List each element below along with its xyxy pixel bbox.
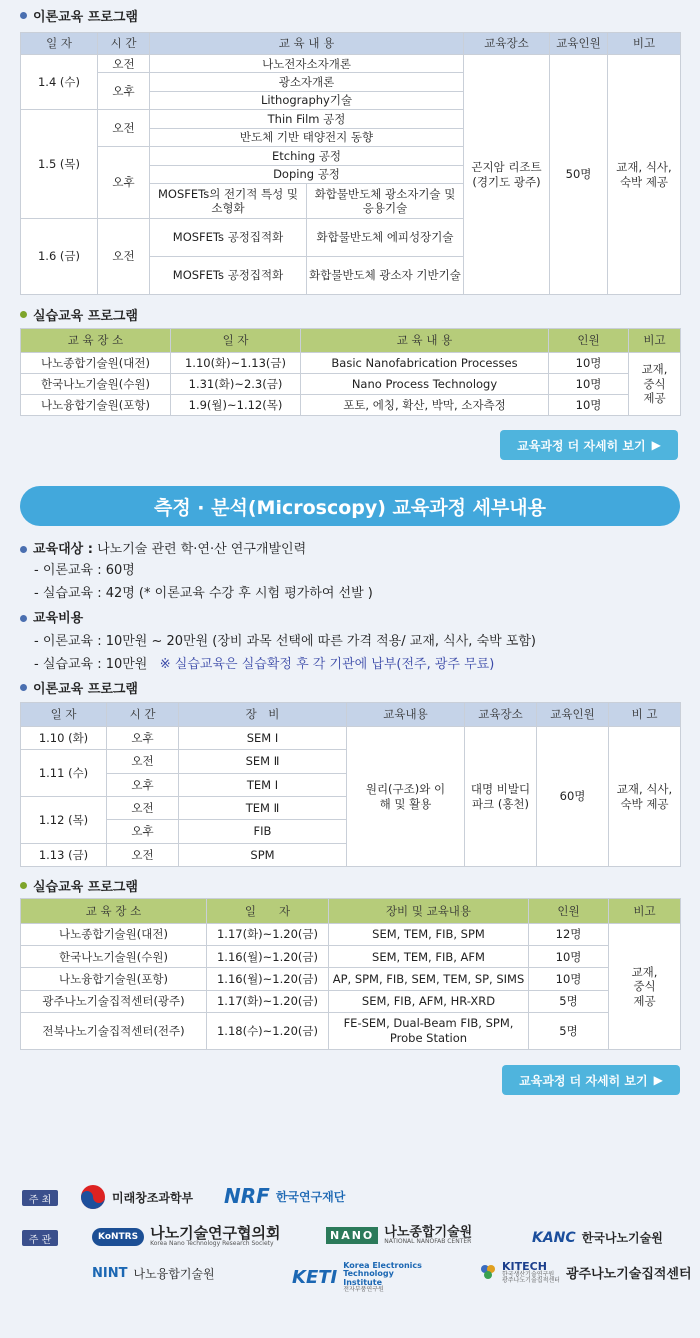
section-title-theory: 이론교육 프로그램	[20, 6, 138, 25]
header-people: 인원	[549, 329, 629, 353]
practice-place: 나노융합기술원(포항)	[21, 395, 171, 416]
practice-people: 5명	[529, 1012, 609, 1049]
bullet-icon	[20, 12, 27, 19]
keti-mark: KETI	[292, 1267, 338, 1289]
header-note: 비고	[609, 899, 681, 924]
equipment-cell: SEM Ⅱ	[179, 750, 347, 773]
cost-line: 교육비용	[20, 607, 83, 626]
keti-logo: KETI Korea Electronics Technology Institute 전자부품연구원	[292, 1261, 422, 1294]
equipment-cell: TEM Ⅱ	[179, 796, 347, 819]
nnfc-logo: NANO 나노종합기술원 NATIONAL NANOFAB CENTER	[326, 1226, 472, 1245]
taegeuk-icon	[80, 1184, 106, 1210]
place-cell: 대명 비발디파크 (홍천)	[465, 727, 537, 867]
kitech-logo: KITECH 한국생산기술연구원 광주나노기술집적센터 광주나노기술집적센터	[480, 1260, 692, 1284]
nrf-logo: NRF 한국연구재단	[224, 1184, 346, 1208]
practice-place: 나노종합기술원(대전)	[21, 924, 207, 946]
bullet-icon	[20, 882, 27, 889]
time-cell: 오전	[98, 55, 150, 73]
nnfc-mark: NANO	[326, 1227, 378, 1244]
time-cell: 오전	[98, 219, 150, 295]
play-arrow-icon: ▶	[651, 438, 661, 452]
course-cell: 화합물반도체 광소자기술 및 응용기술	[307, 184, 464, 219]
header-content: 교 육 내 용	[301, 329, 549, 353]
practice-date: 1.31(화)~2.3(금)	[171, 374, 301, 395]
bullet-icon	[20, 546, 27, 553]
bullet-icon	[20, 311, 27, 318]
time-cell: 오후	[107, 773, 179, 796]
target-theory: - 이론교육 : 60명	[34, 563, 135, 578]
theory-schedule-table	[20, 32, 681, 295]
course-cell: MOSFETs 공정집적화	[150, 256, 307, 294]
practice-people: 5명	[529, 990, 609, 1012]
play-arrow-icon: ▶	[653, 1073, 663, 1087]
course-cell: Etching 공정	[150, 147, 464, 165]
header-time: 시 간	[107, 703, 179, 727]
practice-people: 10명	[549, 395, 629, 416]
equipment-cell: FIB	[179, 820, 347, 843]
practice-content: SEM, FIB, AFM, HR-XRD	[329, 990, 529, 1012]
practice-people: 12명	[529, 924, 609, 946]
practice-note: 교재, 중식 제공	[629, 353, 681, 416]
practice-content: SEM, TEM, FIB, SPM	[329, 924, 529, 946]
date-cell: 1.4 (수)	[21, 55, 98, 110]
section-title-practice-2: 실습교육 프로그램	[20, 876, 138, 895]
target-line: 교육대상 : 나노기술 관련 학·연·산 연구개발인력	[20, 538, 306, 557]
cost-note: ※ 실습교육은 실습확정 후 각 기관에 납부(전주, 광주 무료)	[159, 657, 495, 672]
practice-people: 10명	[529, 968, 609, 990]
note-cell: 교재, 식사, 숙박 제공	[608, 55, 681, 295]
practice-date: 1.17(화)~1.20(금)	[207, 924, 329, 946]
course-cell: Doping 공정	[150, 165, 464, 183]
header-date: 일 자	[171, 329, 301, 353]
practice-people: 10명	[529, 946, 609, 968]
microscopy-theory-table	[20, 702, 681, 867]
bullet-icon	[20, 615, 27, 622]
date-cell: 1.6 (금)	[21, 219, 98, 295]
equipment-cell: SPM	[179, 843, 347, 866]
more-details-button[interactable]: 교육과정 더 자세히 보기 ▶	[500, 430, 678, 460]
time-cell: 오전	[107, 750, 179, 773]
cost-theory: - 이론교육 : 10만원 ~ 20만원 (장비 과목 선택에 따른 가격 적용/ 교재, 식사, 숙박 포함)	[34, 634, 537, 649]
course-cell: 반도체 기반 태양전지 동향	[150, 128, 464, 146]
practice-content: AP, SPM, FIB, SEM, TEM, SP, SIMS	[329, 968, 529, 990]
practice-content: 포토, 에칭, 확산, 박막, 소자측정	[301, 395, 549, 416]
time-cell: 오전	[107, 843, 179, 866]
header-note: 비고	[608, 33, 681, 55]
header-place: 교 육 장 소	[21, 899, 207, 924]
kontrs-logo: KoNTRS 나노기술연구협의회 Korea Nano Technology Research Society	[92, 1226, 281, 1247]
header-place: 교육장소	[464, 33, 550, 55]
nint-mark: NINT	[92, 1266, 128, 1281]
host-badge: 주 최	[22, 1190, 58, 1206]
equipment-cell: TEM Ⅰ	[179, 773, 347, 796]
nrf-mark: NRF	[224, 1184, 270, 1208]
bullet-icon	[20, 684, 27, 691]
practice-place: 광주나노기술집적센터(광주)	[21, 990, 207, 1012]
practice-content: Nano Process Technology	[301, 374, 549, 395]
header-place: 교 육 장 소	[21, 329, 171, 353]
practice-content: FE-SEM, Dual-Beam FIB, SPM, Probe Station	[329, 1012, 529, 1049]
course-cell: 화합물반도체 에피성장기술	[307, 219, 464, 257]
organizer-badge: 주 관	[22, 1230, 58, 1246]
practice-place: 나노융합기술원(포항)	[21, 968, 207, 990]
time-cell: 오후	[98, 147, 150, 219]
time-cell: 오전	[98, 110, 150, 147]
practice-date: 1.18(수)~1.20(금)	[207, 1012, 329, 1049]
practice-content: SEM, TEM, FIB, AFM	[329, 946, 529, 968]
date-cell: 1.10 (화)	[21, 727, 107, 750]
target-practice: - 실습교육 : 42명 (* 이론교육 수강 후 시험 평가하여 선발 )	[34, 586, 373, 601]
note-cell: 교재, 식사, 숙박 제공	[609, 727, 681, 867]
practice-date: 1.9(월)~1.12(목)	[171, 395, 301, 416]
msip-logo: 미래창조과학부	[80, 1184, 193, 1210]
date-cell: 1.11 (수)	[21, 750, 107, 797]
course-cell: Lithography기술	[150, 91, 464, 109]
kitech-mark: KITECH	[502, 1260, 547, 1273]
course-cell: 광소자개론	[150, 73, 464, 91]
kitech-icon	[480, 1264, 496, 1280]
people-cell: 60명	[537, 727, 609, 867]
practice-people: 10명	[549, 353, 629, 374]
header-people: 교육인원	[537, 703, 609, 727]
course-cell: MOSFETs의 전기적 특성 및 소형화	[150, 184, 307, 219]
header-date: 일 자	[21, 33, 98, 55]
section-title-theory-2: 이론교육 프로그램	[20, 678, 138, 697]
header-people: 인원	[529, 899, 609, 924]
practice-place: 나노종합기술원(대전)	[21, 353, 171, 374]
content-cell: 원리(구조)와 이해 및 활용	[347, 727, 465, 867]
practice-note: 교재, 중식 제공	[609, 924, 681, 1050]
nint-logo: NINT 나노융합기술원	[92, 1266, 215, 1281]
cost-practice: - 실습교육 : 10만원 ※ 실습교육은 실습확정 후 각 기관에 납부(전주, 광주 무료)	[34, 657, 495, 672]
microscopy-practice-table	[20, 898, 681, 1050]
practice-schedule-table	[20, 328, 681, 416]
practice-place: 한국나노기술원(수원)	[21, 374, 171, 395]
header-content: 교육내용	[347, 703, 465, 727]
more-details-button-2[interactable]: 교육과정 더 자세히 보기 ▶	[502, 1065, 680, 1095]
kanc-logo: KANC 한국나노기술원	[532, 1229, 663, 1246]
practice-place: 전북나노기술집적센터(전주)	[21, 1012, 207, 1049]
kanc-mark: KANC	[532, 1229, 576, 1246]
header-note: 비고	[629, 329, 681, 353]
practice-date: 1.10(화)~1.13(금)	[171, 353, 301, 374]
date-cell: 1.5 (목)	[21, 110, 98, 219]
time-cell: 오전	[107, 796, 179, 819]
date-cell: 1.13 (금)	[21, 843, 107, 866]
header-note: 비 고	[609, 703, 681, 727]
header-people: 교육인원	[550, 33, 608, 55]
header-date: 일 자	[207, 899, 329, 924]
course-cell: 화합물반도체 광소자 기반기술	[307, 256, 464, 294]
practice-date: 1.17(화)~1.20(금)	[207, 990, 329, 1012]
time-cell: 오후	[107, 727, 179, 750]
section-title-practice: 실습교육 프로그램	[20, 305, 138, 324]
practice-people: 10명	[549, 374, 629, 395]
time-cell: 오후	[98, 73, 150, 110]
course-cell: Thin Film 공정	[150, 110, 464, 128]
header-equipment: 장 비	[179, 703, 347, 727]
kontrs-mark: KoNTRS	[92, 1228, 144, 1246]
time-cell: 오후	[107, 820, 179, 843]
people-cell: 50명	[550, 55, 608, 295]
course-cell: MOSFETs 공정집적화	[150, 219, 307, 257]
course-cell: 나노전자소자개론	[150, 55, 464, 73]
practice-content: Basic Nanofabrication Processes	[301, 353, 549, 374]
date-cell: 1.12 (목)	[21, 796, 107, 843]
header-date: 일 자	[21, 703, 107, 727]
header-content: 장비 및 교육내용	[329, 899, 529, 924]
place-cell: 곤지암 리조트 (경기도 광주)	[464, 55, 550, 295]
section-banner: 측정 · 분석(Microscopy) 교육과정 세부내용	[20, 486, 680, 526]
practice-place: 한국나노기술원(수원)	[21, 946, 207, 968]
header-place: 교육장소	[465, 703, 537, 727]
header-time: 시 간	[98, 33, 150, 55]
practice-date: 1.16(월)~1.20(금)	[207, 946, 329, 968]
practice-date: 1.16(월)~1.20(금)	[207, 968, 329, 990]
equipment-cell: SEM Ⅰ	[179, 727, 347, 750]
header-content: 교 육 내 용	[150, 33, 464, 55]
